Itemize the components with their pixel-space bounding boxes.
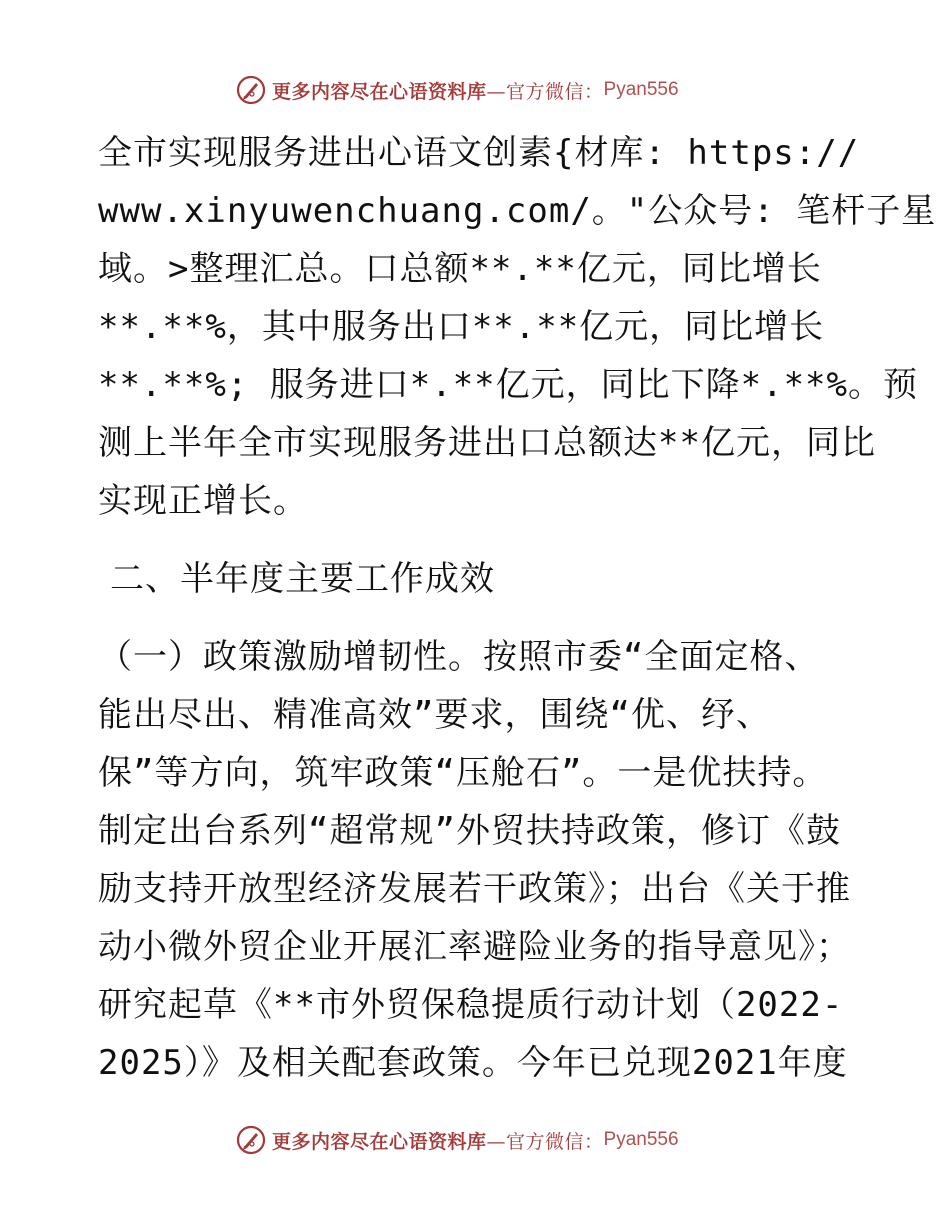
text-line: **.**%，其中服务出口**.**亿元，同比增长 — [98, 307, 825, 347]
text-line: 全市实现服务进出心语文创素{材库: https:// — [98, 133, 860, 173]
document-body — [98, 124, 937, 1092]
watermark-wechat-id: Pyan556 — [603, 1129, 679, 1150]
paragraph-overview — [98, 124, 937, 530]
text-line: 励支持开放型经济发展若干政策》；出台《关于推 — [98, 869, 851, 909]
text-line: 研究起草《**市外贸保稳提质行动计划（2022- — [98, 985, 844, 1025]
text-line: 制定出台系列“超常规”外贸扶持政策，修订《鼓 — [98, 811, 841, 851]
quill-logo-icon — [236, 75, 266, 105]
watermark-wechat-label: —官方微信： — [486, 80, 604, 103]
section-heading: 二、半年度主要工作成效 — [110, 559, 495, 599]
text-line: 域。>整理汇总。口总额**.**亿元，同比增长 — [98, 249, 822, 289]
watermark-wechat-id: Pyan556 — [603, 79, 679, 100]
header-watermark — [236, 72, 679, 108]
text-line: 能出尽出、精准高效”要求，围绕“优、纾、 — [98, 695, 771, 735]
watermark-wechat-label: —官方微信： — [486, 1130, 604, 1153]
text-line: 测上半年全市实现服务进出口总额达**亿元，同比 — [98, 423, 876, 463]
footer-watermark — [236, 1122, 679, 1158]
text-line: 2025）》及相关配套政策。今年已兑现2021年度 — [98, 1043, 848, 1083]
text-line: 保”等方向，筑牢政策“压舱石”。一是优扶持。 — [98, 753, 828, 793]
quill-logo-icon — [236, 1125, 266, 1155]
text-line: **.**%; 服务进口*.**亿元，同比下降*.**%。预 — [98, 365, 918, 405]
watermark-main-text: 更多内容尽在心语资料库 — [272, 80, 487, 103]
text-line: 实现正增长。 — [98, 481, 308, 521]
text-line: （一）政策激励增韧性。按照市委“全面定格、 — [98, 637, 820, 677]
watermark-main-text: 更多内容尽在心语资料库 — [272, 1130, 487, 1153]
text-line: 动小微外贸企业开展汇率避险业务的指导意见》； — [98, 927, 851, 967]
text-line: www.xinyuwenchuang.com/。"公众号: 笔杆子星 — [98, 191, 937, 231]
paragraph-policy — [98, 628, 858, 1092]
